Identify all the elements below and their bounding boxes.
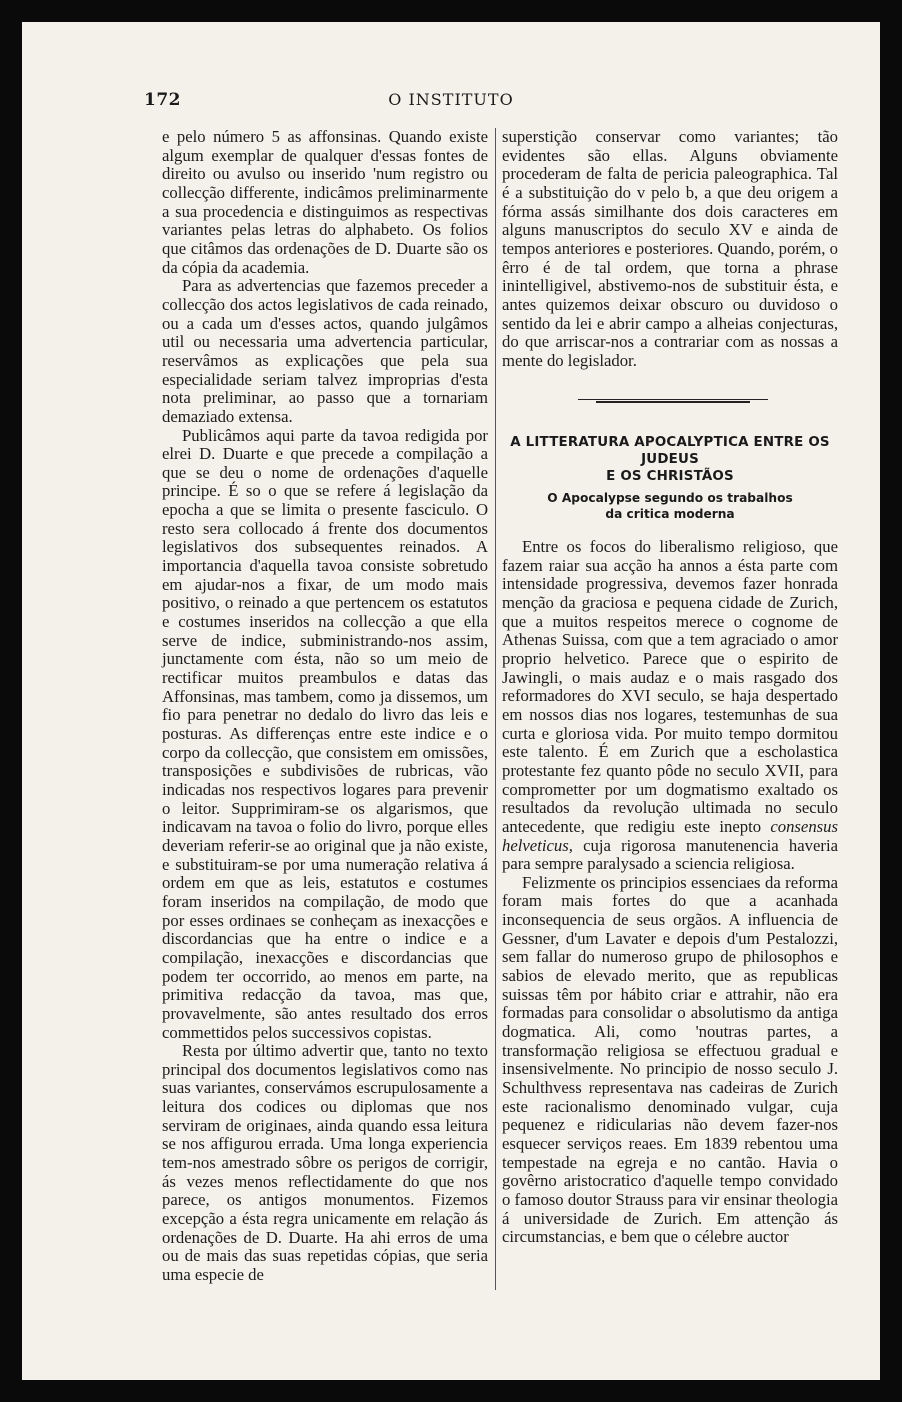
- page-number: 172: [144, 90, 181, 110]
- article-subtitle-line-2: da critica moderna: [605, 507, 735, 521]
- right-column-continuation: [502, 128, 838, 371]
- article-subtitle: [498, 490, 842, 522]
- article-subtitle-line-1: O Apocalypse segundo os trabalhos: [547, 491, 793, 505]
- column-divider: [495, 128, 496, 1290]
- running-title: O INSTITUTO: [388, 90, 514, 109]
- article-paragraph-2: Felizmente os principios essenciaes da reforma foram mais fortes do que a acanhada inconsequencia de seus orgãos. A influencia de Gessner, d'um Lavater e depois d'um Pestalozzi, sem fallar do numeroso grupo de philosophos e sabios de elevado merito, que as republicas suissas têm por hábito criar e attrahir, não era formadas para consolidar o absolutismo da antiga dogmatica. Ali, como 'noutras partes, a transformação religiosa se effectuou gradual e insensivelmente. No principio de nosso seculo J. Schulthvess representava nas cadeiras de Zurich este racionalismo denominado vulgar, cuja pequenez e ridicularias não devem fazer-nos esquecer serviços reaes. Em 1839 rebentou uma tempestade na egreja e no cantão. Havia o govêrno aristocratico d'aquelle tempo convidado o famoso doutor Strauss para vir ensinar theologia á universidade de Zurich. Em attenção ás circumstancias, e bem que o célebre auctor: [502, 872, 838, 1247]
- right-column-article-body: [502, 538, 838, 1247]
- left-paragraph-4: Resta por último advertir que, tanto no texto principal dos documentos legislativos como nas suas variantes, conservámos escrupulosamente a leitura dos codices ou diplomas que nos serviram de originaes, ainda quando essa leitura se nos affigurou errada. Uma longa experiencia tem-nos amestrado sôbre os perigos de corrigir, ás vezes menos reflectidamente do que nos parece, os antigos monumentos. Fizemos excepção a ésta regra unicamente em relação ás ordenações de D. Duarte. Ha ahi erros de uma ou de mais das suas repetidas cópias, que seria uma especie de: [162, 1041, 488, 1285]
- left-paragraph-2: Para as advertencias que fazemos preceder a collecção dos actos legislativos de cada reinado, ou a cada um d'esses actos, quando julgâmos util ou necessaria uma advertencia particular, reservâmos as explicações que pela sua especialidade seriam talvez improprias d'esta nota preliminar, ao passo que a tornariam demaziado extensa.: [162, 276, 488, 426]
- right-continuation-paragraph: superstição conservar como variantes; tão evidentes são ellas. Alguns obviamente procederam de falta de pericia paleographica. Tal é a substituição do v pelo b, a que deu origem a fórma assás similhante dos dois caracteres em alguns manuscriptos do seculo XV e ainda de tempos anteriores e posteriores. Quando, porém, o êrro é de tal ordem, que torna a phrase inintelligivel, abstivemo-nos de substituir ésta, e antes quizemos deixar obscuro ou duvidoso o sentido da lei e abrir campo a alheias conjecturas, do que arriscar-nos a contrariar com as nossas a mente do legislador.: [502, 127, 838, 370]
- page: [22, 22, 880, 1380]
- section-separator-rule: [578, 399, 768, 403]
- left-paragraph-1: e pelo número 5 as affonsinas. Quando existe algum exemplar de qualquer d'essas fontes de direito ou avulso ou inserido 'num registro ou collecção differente, indicâmos preliminarmente a sua procedencia e distinguimos as respectivas variantes pelas letras do alphabeto. Os folios que citâmos das ordenações de D. Duarte são os da cópia da academia.: [162, 127, 488, 277]
- page-header: [22, 90, 880, 116]
- article-italic-term: consensus helveticus,: [502, 816, 838, 855]
- article-title-line-1: A LITTERATURA APOCALYPTICA ENTRE OS JUDEUS: [510, 435, 830, 467]
- left-paragraph-3: Publicâmos aqui parte da tavoa redigida por elrei D. Duarte e que precede a compilação a que se deu o nome de ordenações d'aquelle principe. É so o que se refere á legislação da epocha a que se limita o presente fasciculo. O resto sera collocado á frente dos documentos legislativos dos subsequentes reinados. A importancia d'aquella tavoa consiste sobretudo em ajudar-nos a fixar, de um modo mais positivo, o reinado a que pertencem os estatutos e costumes inseridos na collecção a que ella serve de indice, subministrando-nos assim, junctamente com ésta, não so um meio de rectificar muitos preambulos e datas das Affonsinas, mas tambem, como ja dissemos, um fio para penetrar no dedalo do livro das leis e posturas. As differenças entre este indice e o corpo da collecção, que consistem em omissões, transposições e subdivisões de rubricas, vão indicadas nos respectivos logares para prevenir o leitor. Supprimiram-se os algarismos, que indicavam na tavoa o folio do livro, porque elles deveriam referir-se ao original que ja não existe, e substituiram-se por uma numeração relativa á ordem em que as leis, estatutos e costumes foram inseridos na compilação, de modo que por esses ordinaes se conheçam as inexacções e discordancias que ha entre o indice e a compilação, inexacções e discordancias que podem ter occorrido, ao menos em parte, na primitiva redacção da tavoa, mas que, provavelmente, são antes resultado dos erros commettidos pelos successivos copistas.: [162, 425, 488, 1042]
- left-column: [162, 128, 488, 1285]
- article-paragraph-1: [502, 538, 838, 874]
- article-paragraph-1-tail: cuja rigorosa manutenencia haveria para sempre paralysado a sciencia religiosa.: [502, 835, 838, 874]
- article-paragraph-1-text: Entre os focos do liberalismo religioso, que fazem raiar sua acção ha annos a ésta parte com intensidade progressiva, devemos fazer honrada menção da graciosa e pequena cidade de Zurich, que a muitos respeitos merece o cognome de Athenas Suissa, com que a tem agraciado o amor proprio helvetico. Parece que o espirito de Jawingli, o mais audaz e o mais rasgado dos reformadores do XVI seculo, se haja despertado em nossos dias nos logares, testemunhas de sua curta e gloriosa vida. Por muito tempo dormitou este talento. É em Zurich que a escholastica protestante fez quanto pôde no seculo XVII, para comprometter por um dogmatismo exaltado os resultados da revolução ultimada no seculo antecedente, que redigiu este inepto: [502, 537, 838, 836]
- article-title: [498, 434, 842, 485]
- article-title-line-2: E OS CHRISTÃOS: [606, 469, 734, 484]
